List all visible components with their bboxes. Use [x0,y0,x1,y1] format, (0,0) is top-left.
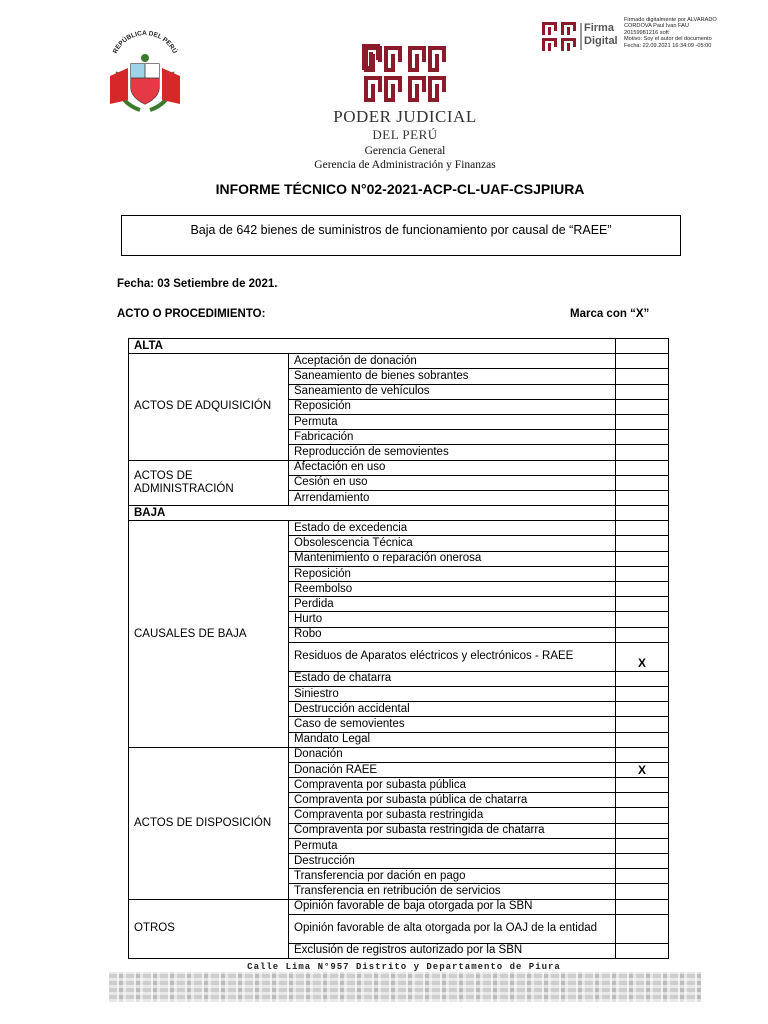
item-cell: Residuos de Aparatos eléctricos y electrónicos - RAEE [289,642,616,671]
firma-divider [580,23,582,50]
marca-label: Marca con “X” [570,308,650,320]
signature-meta-line: 20159981216 soft [624,29,669,36]
mark-cell [616,702,669,717]
item-cell: Cesión en uso [289,475,616,490]
mark-cell [616,582,669,597]
item-cell: Reposición [289,566,616,581]
item-cell: Opinión favorable de baja otorgada por la SBN [289,899,616,914]
item-cell: Exclusión de registros autorizado por la SBN [289,943,616,958]
mark-cell [616,536,669,551]
item-cell: Fabricación [289,430,616,445]
mark-cell [616,460,669,475]
item-cell: Permuta [289,414,616,429]
mark-cell [616,914,669,943]
item-cell: Obsolescencia Técnica [289,536,616,551]
item-cell: Estado de excedencia [289,521,616,536]
mark-cell [616,747,669,762]
mark-cell [616,339,669,354]
item-cell: Transferencia por dación en pago [289,869,616,884]
signature-meta-line: Motivo: Soy el autor del documento [624,36,712,43]
mark-cell [616,627,669,642]
mark-cell [616,490,669,505]
group-actos-adquisicion: ACTOS DE ADQUISICIÓN [129,354,289,460]
group-actos-administracion: ACTOS DE ADMINISTRACIÓN [129,460,289,506]
mark-cell: X [616,642,669,671]
item-cell: Afectación en uso [289,460,616,475]
mark-cell [616,597,669,612]
mark-cell [616,445,669,460]
mark-cell [616,430,669,445]
mark-cell [616,384,669,399]
item-cell: Reembolso [289,582,616,597]
item-cell: Compraventa por subasta pública [289,778,616,793]
group-causales-baja: CAUSALES DE BAJA [129,521,289,747]
item-cell: Donación [289,747,616,762]
item-cell: Mandato Legal [289,732,616,747]
table-row [129,747,669,762]
item-cell: Transferencia en retribución de servicios [289,884,616,899]
mark-cell [616,551,669,566]
item-cell: Siniestro [289,686,616,701]
table-row [129,339,669,354]
mark-cell [616,869,669,884]
mark-cell [616,793,669,808]
section-alta: ALTA [129,339,616,354]
item-cell: Destrucción [289,854,616,869]
table-row [129,460,669,475]
acto-label: ACTO O PROCEDIMIENTO: [117,308,266,320]
item-cell: Mantenimiento o reparación onerosa [289,551,616,566]
institution-name [300,107,510,143]
firma-digital-text [584,22,618,48]
report-title: INFORME TÉCNICO N°02-2021-ACP-CL-UAF-CSJPIURA [215,181,585,197]
table-row [129,521,669,536]
item-cell: Aceptación de donación [289,354,616,369]
item-cell: Saneamiento de vehículos [289,384,616,399]
mark-cell [616,414,669,429]
department-block [250,144,560,172]
item-cell: Destrucción accidental [289,702,616,717]
mark-cell [616,778,669,793]
group-otros: OTROS [129,899,289,958]
mark-cell [616,899,669,914]
mark-cell [616,732,669,747]
item-cell: Reposición [289,399,616,414]
signature-meta-line: CORDOVA Paul Ivan FAU [624,23,689,30]
mark-cell [616,671,669,686]
firma-word: Firma [584,22,614,34]
item-cell: Robo [289,627,616,642]
footer-address: Calle Lima N°957 Distrito y Departamento de Piura [247,962,561,972]
mark-cell [616,521,669,536]
item-cell: Donación RAEE [289,762,616,777]
gerencia-administracion: Gerencia de Administración y Finanzas [314,159,496,171]
poder-judicial-logo [362,44,448,104]
mark-cell [616,717,669,732]
mark-cell [616,838,669,853]
section-baja: BAJA [129,506,616,521]
item-cell: Caso de semovientes [289,717,616,732]
item-cell: Saneamiento de bienes sobrantes [289,369,616,384]
item-cell: Opinión favorable de alta otorgada por la OAJ de la entidad [289,914,616,943]
item-cell: Compraventa por subasta pública de chatarra [289,793,616,808]
footer-decorative-pattern [109,972,701,1002]
mark-cell [616,566,669,581]
mark-cell [616,369,669,384]
signature-meta-line: Fecha: 22.09.2021 16:34:09 -05:00 [624,42,712,49]
signature-meta-line: Firmado digitalmente por ALVARADO [624,17,717,23]
item-cell: Compraventa por subasta restringida [289,808,616,823]
mark-cell [616,612,669,627]
digital-word: Digital [584,35,618,47]
table-row [129,506,669,521]
table-row [129,354,669,369]
mark-cell [616,854,669,869]
item-cell: Reproducción de semovientes [289,445,616,460]
table-row [129,899,669,914]
item-cell: Permuta [289,838,616,853]
report-date: Fecha: 03 Setiembre de 2021. [117,278,278,290]
peru-coat-of-arms-seal [104,30,186,116]
item-cell: Estado de chatarra [289,671,616,686]
mark-cell [616,354,669,369]
mark-cell [616,884,669,899]
firma-digital-badge [542,20,620,52]
subject-box: Baja de 642 bienes de suministros de funcionamiento por causal de “RAEE” [121,215,681,256]
item-cell: Perdida [289,597,616,612]
mark-cell: X [616,762,669,777]
mark-cell [616,506,669,521]
mark-cell [616,808,669,823]
item-cell: Arrendamiento [289,490,616,505]
mark-cell [616,475,669,490]
mark-cell [616,823,669,838]
mark-cell [616,943,669,958]
svg-text:REPÚBLICA DEL PERÚ: REPÚBLICA DEL PERÚ [111,30,179,55]
firma-digital-icon [542,22,578,52]
mark-cell [616,686,669,701]
mark-cell [616,399,669,414]
item-cell: Compraventa por subasta restringida de chatarra [289,823,616,838]
institution-name-line2: DEL PERÚ [372,127,438,142]
procedure-table [128,338,669,959]
signature-metadata [624,17,717,49]
gerencia-general: Gerencia General [364,145,446,157]
item-cell: Hurto [289,612,616,627]
institution-name-line1: PODER JUDICIAL [333,107,477,126]
group-actos-disposicion: ACTOS DE DISPOSICIÓN [129,747,289,899]
